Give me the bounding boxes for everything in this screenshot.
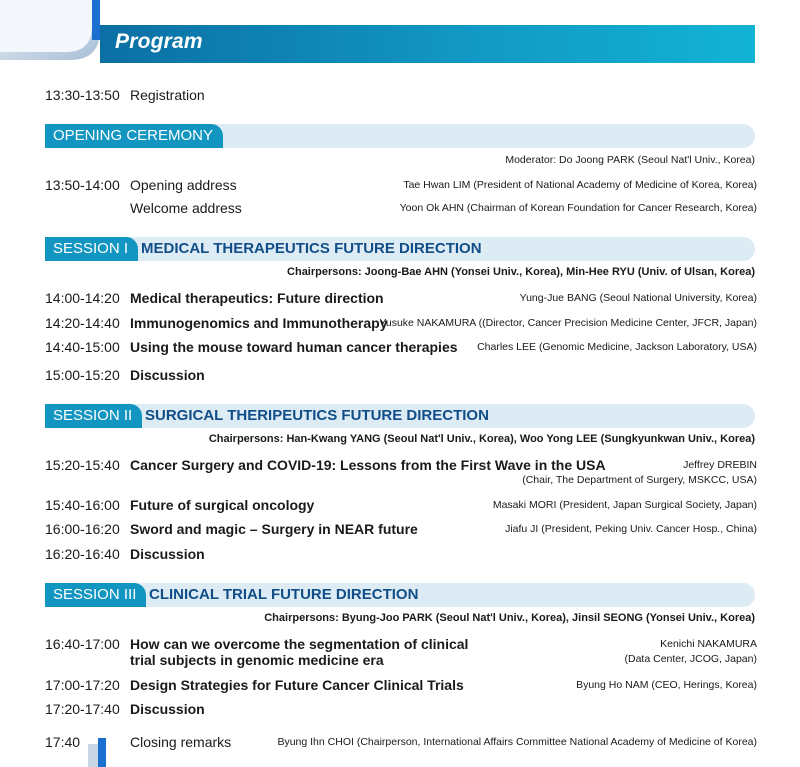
time: 15:20-15:40 — [45, 457, 120, 473]
opening-ceremony-header — [45, 124, 755, 148]
time: 13:50-14:00 — [45, 177, 120, 193]
speaker-affiliation: (Data Center, JCOG, Japan) — [624, 653, 757, 665]
section-tag: OPENING CEREMONY — [45, 124, 223, 148]
session-2-header — [45, 404, 755, 428]
label: Welcome address — [130, 200, 242, 216]
chairpersons: Chairpersons: Joong-Bae AHN (Yonsei Univ., Korea), Min-Hee RYU (Univ. of Ulsan, Korea) — [287, 266, 755, 278]
talk-title: Medical therapeutics: Future direction — [130, 290, 384, 306]
section-title: MEDICAL THERAPEUTICS FUTURE DIRECTION — [141, 240, 482, 257]
speaker: Yung-Jue BANG (Seoul National University, Korea) — [519, 292, 757, 304]
speaker: Charles LEE (Genomic Medicine, Jackson Laboratory, USA) — [477, 341, 757, 353]
speaker: Jiafu JI (President, Peking Univ. Cancer Hosp., China) — [505, 523, 757, 535]
session-3-header — [45, 583, 755, 607]
time: 14:20-14:40 — [45, 315, 120, 331]
talk-title: Design Strategies for Future Cancer Clinical Trials — [130, 677, 464, 693]
time: 17:40 — [45, 734, 81, 750]
section-title: CLINICAL TRIAL FUTURE DIRECTION — [149, 586, 419, 603]
section-tag: SESSION III — [45, 583, 146, 607]
talk-title: Using the mouse toward human cancer therapies — [130, 339, 458, 355]
page-title: Program — [115, 30, 203, 53]
talk-title: How can we overcome the segmentation of clinical — [130, 636, 469, 652]
speaker: Yusuke NAKAMURA ((Director, Cancer Precision Medicine Center, JFCR, Japan) — [379, 317, 757, 329]
time: 17:00-17:20 — [45, 677, 120, 693]
speaker: Byung Ihn CHOI (Chairperson, International Affairs Committee National Academy of Medicine of Korea) — [277, 736, 757, 748]
time: 17:20-17:40 — [45, 701, 120, 717]
talk-title: Discussion — [130, 546, 205, 562]
corner-decoration — [0, 0, 110, 60]
talk-title: Sword and magic – Surgery in NEAR future — [130, 521, 418, 537]
speaker: Byung Ho NAM (CEO, Herings, Korea) — [576, 679, 757, 691]
time: 16:00-16:20 — [45, 521, 120, 537]
section-tag: SESSION II — [45, 404, 142, 428]
talk-title: Discussion — [130, 367, 205, 383]
talk-title: Future of surgical oncology — [130, 497, 315, 513]
talk-title: Immunogenomics and Immunotherapy — [130, 315, 388, 331]
program-title-bar — [100, 25, 755, 63]
section-title: SURGICAL THERIPEUTICS FUTURE DIRECTION — [145, 407, 489, 424]
speaker: Tae Hwan LIM (President of National Academy of Medicine of Korea, Korea) — [403, 179, 757, 191]
talk-title: Discussion — [130, 701, 205, 717]
chairpersons: Chairpersons: Byung-Joo PARK (Seoul Nat'l Univ., Korea), Jinsil SEONG (Yonsei Univ., Korea) — [264, 612, 755, 624]
label: Registration — [130, 87, 205, 103]
time: 14:00-14:20 — [45, 290, 120, 306]
talk-title-line-2: trial subjects in genomic medicine era — [130, 652, 384, 668]
talk-title: Cancer Surgery and COVID-19: Lessons from the First Wave in the USA — [130, 457, 606, 473]
speaker: Kenichi NAKAMURA — [660, 638, 757, 650]
time: 15:40-16:00 — [45, 497, 120, 513]
label: Closing remarks — [130, 734, 232, 750]
corner-decoration-bottom — [88, 738, 110, 767]
session-1-header — [45, 237, 755, 261]
time: 15:00-15:20 — [45, 367, 120, 383]
speaker: Jeffrey DREBIN — [683, 459, 757, 471]
time: 14:40-15:00 — [45, 339, 120, 355]
label: Opening address — [130, 177, 237, 193]
speaker: Masaki MORI (President, Japan Surgical Society, Japan) — [492, 499, 757, 511]
moderator: Moderator: Do Joong PARK (Seoul Nat'l Univ., Korea) — [505, 154, 755, 166]
time: 13:30-13:50 — [45, 87, 120, 103]
speaker-affiliation: (Chair, The Department of Surgery, MSKCC, USA) — [522, 474, 757, 486]
speaker: Yoon Ok AHN (Chairman of Korean Foundation for Cancer Research, Korea) — [399, 202, 757, 214]
time: 16:40-17:00 — [45, 636, 120, 652]
section-tag: SESSION I — [45, 237, 138, 261]
chairpersons: Chairpersons: Han-Kwang YANG (Seoul Nat'l Univ., Korea), Woo Yong LEE (Sungkyunkwan Univ., Korea) — [208, 433, 755, 445]
time: 16:20-16:40 — [45, 546, 120, 562]
